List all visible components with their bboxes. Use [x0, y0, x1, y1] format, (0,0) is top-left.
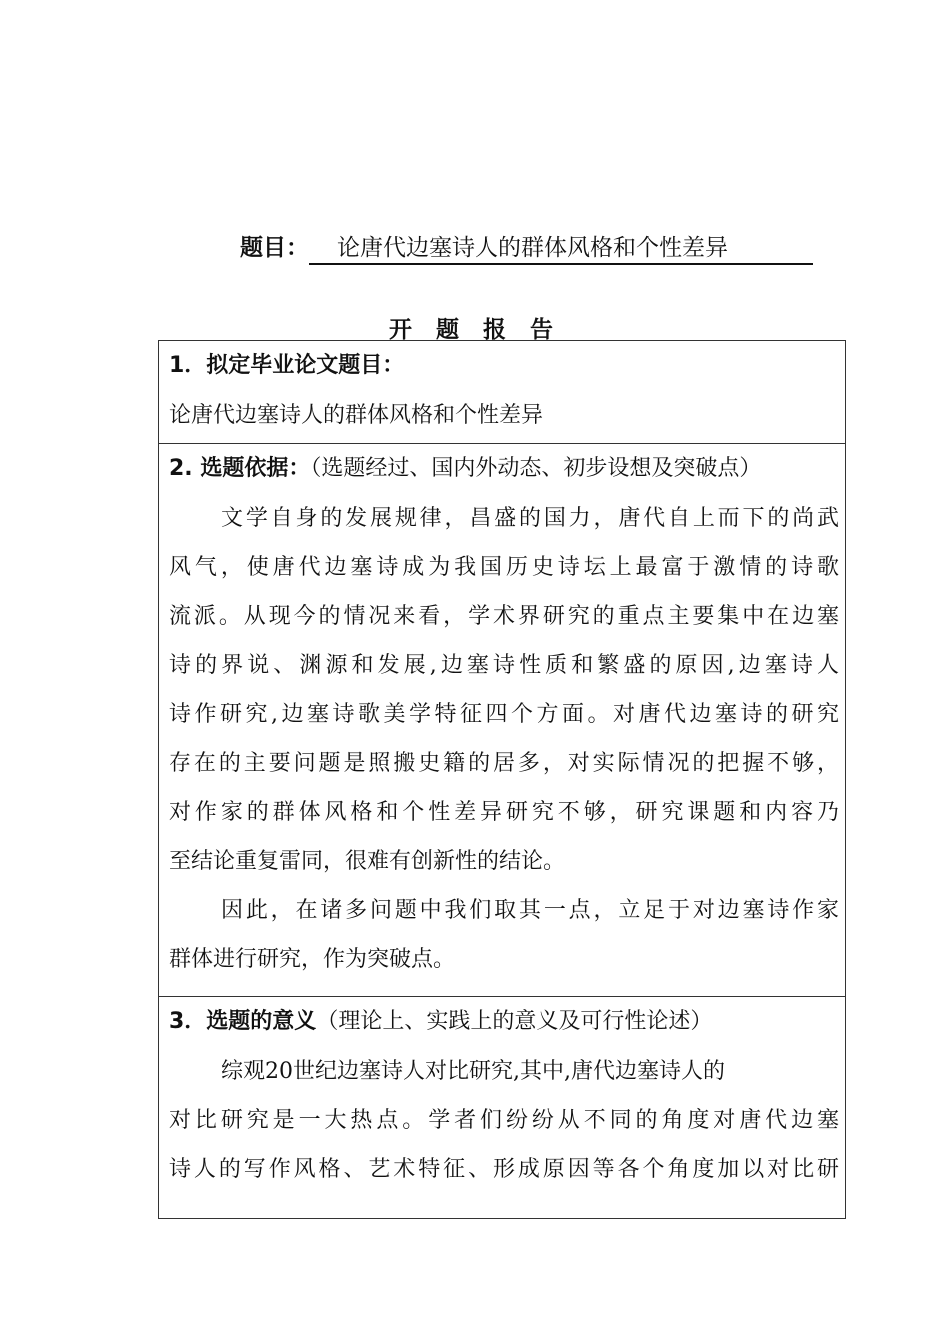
paragraph-line: 因此，在诸多问题中我们取其一点，立足于对边塞诗作家 — [221, 898, 839, 923]
report-heading: 开 题 报 告 — [388, 317, 562, 343]
paragraph-line: 诗人的写作风格、艺术特征、形成原因等各个角度加以对比研 — [169, 1157, 839, 1182]
thesis-title-value: 论唐代边塞诗人的群体风格和个性差异 — [309, 233, 813, 265]
section-1-content: 论唐代边塞诗人的群体风格和个性差异 — [169, 403, 544, 428]
section-1-heading-text: 1．拟定毕业论文题目： — [169, 353, 405, 378]
section-2-subtitle: （选题经过、国内外动态、初步设想及突破点） — [310, 456, 762, 481]
paragraph-line: 诗作研究,边塞诗歌美学特征四个方面。对唐代边塞诗的研究 — [169, 702, 839, 727]
report-table — [158, 340, 846, 1219]
paragraph-line: 风气，使唐代边塞诗成为我国历史诗坛上最富于激情的诗歌 — [169, 555, 839, 580]
paragraph-line: 流派。从现今的情况来看，学术界研究的重点主要集中在边塞 — [169, 604, 839, 629]
paragraph-line: 至结论重复雷同，很难有创新性的结论。 — [169, 849, 566, 874]
section-2-heading — [169, 444, 839, 494]
title-label: 题目： — [240, 235, 309, 261]
section-topic-basis — [159, 443, 845, 996]
section-1-heading — [169, 341, 839, 391]
section-2-heading-text: 2. 选题依据： — [169, 456, 311, 481]
paragraph-line: 文学自身的发展规律，昌盛的国力，唐代自上而下的尚武 — [221, 506, 839, 531]
paragraph-line: 综观20世纪边塞诗人对比研究,其中,唐代边塞诗人的 — [221, 1059, 725, 1084]
paragraph-line: 对比研究是一大热点。学者们纷纷从不同的角度对唐代边塞 — [169, 1108, 839, 1133]
section-3-heading-text: 3．选题的意义 — [169, 1009, 317, 1034]
paragraph-line: 存在的主要问题是照搬史籍的居多，对实际情况的把握不够， — [169, 751, 839, 776]
title-line — [240, 230, 813, 266]
section-topic-significance — [159, 996, 845, 1220]
paragraph-line: 群体进行研究，作为突破点。 — [169, 947, 456, 972]
section-proposed-title — [159, 341, 845, 443]
section-3-subtitle: （理论上、实践上的意义及可行性论述） — [316, 1009, 713, 1034]
paragraph-line: 对作家的群体风格和个性差异研究不够，研究课题和内容乃 — [169, 800, 839, 825]
section-3-heading — [169, 997, 839, 1047]
paragraph-line: 诗的界说、渊源和发展,边塞诗性质和繁盛的原因,边塞诗人 — [169, 653, 839, 678]
